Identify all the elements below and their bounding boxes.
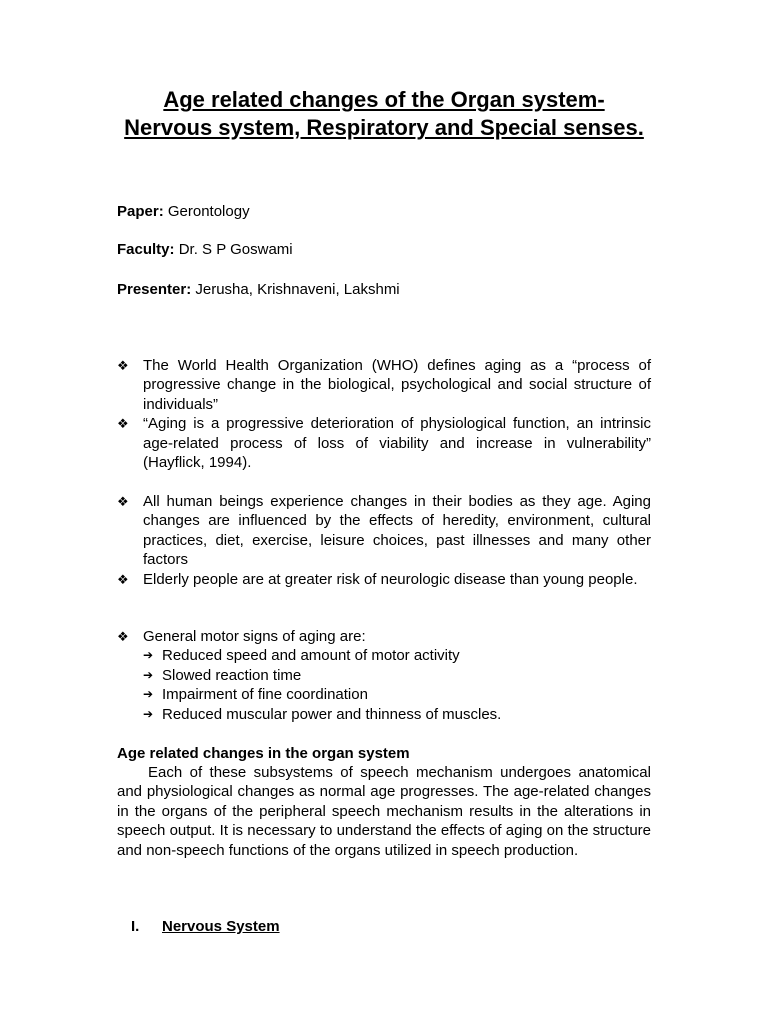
bullet-list-definitions bbox=[117, 356, 651, 472]
list-item bbox=[117, 492, 651, 570]
body-paragraph: Each of these subsystems of speech mechanism undergoes anatomical and physiological changes as normal age progresses. The age-related changes in the organs of the peripheral speech mechanism results in the alterations in speech output. It is necessary to understand the effects of aging on the structure and non-speech functions of the organs utilized in speech production. bbox=[117, 764, 651, 859]
bullet-text: All human beings experience changes in their bodies as they age. Aging changes are influenced by the effects of heredity, environment, cultural practices, diet, exercise, leisure choices, past illnesses and many other factors bbox=[143, 493, 651, 569]
meta-presenter bbox=[117, 280, 400, 299]
meta-paper bbox=[117, 202, 250, 221]
arrow-right-icon: ➔ bbox=[143, 648, 154, 663]
list-item bbox=[117, 570, 651, 589]
meta-paper-label: Paper: bbox=[117, 203, 164, 220]
bullet-list-changes bbox=[117, 492, 651, 589]
bullet-list-motor-signs bbox=[117, 627, 651, 724]
diamond-bullet-icon: ❖ bbox=[117, 629, 129, 644]
motor-signs-sublist bbox=[143, 646, 651, 724]
subsection-number: I. bbox=[131, 918, 140, 935]
list-item bbox=[143, 705, 651, 724]
diamond-bullet-icon: ❖ bbox=[117, 571, 129, 587]
sub-item-text: Impairment of fine coordination bbox=[162, 686, 368, 704]
diamond-bullet-icon: ❖ bbox=[117, 494, 129, 509]
bullet-text: General motor signs of aging are: bbox=[143, 628, 366, 645]
meta-faculty-label: Faculty: bbox=[117, 241, 175, 258]
subsection-title: Nervous System bbox=[162, 918, 280, 935]
meta-faculty bbox=[117, 240, 293, 259]
meta-paper-value: Gerontology bbox=[167, 203, 250, 220]
list-item bbox=[143, 685, 651, 704]
arrow-right-icon: ➔ bbox=[143, 687, 154, 702]
list-item bbox=[117, 356, 651, 414]
list-item bbox=[117, 414, 651, 472]
diamond-bullet-icon: ❖ bbox=[117, 416, 129, 432]
section-heading: Age related changes in the organ system bbox=[117, 745, 410, 762]
sub-item-text: Reduced speed and amount of motor activity bbox=[162, 647, 460, 665]
sub-item-text: Reduced muscular power and thinness of muscles. bbox=[162, 705, 502, 723]
meta-faculty-value: Dr. S P Goswami bbox=[178, 241, 293, 258]
arrow-right-icon: ➔ bbox=[143, 706, 154, 721]
list-item bbox=[117, 627, 651, 724]
list-item bbox=[143, 646, 651, 665]
sub-item-text: Slowed reaction time bbox=[162, 666, 302, 684]
meta-presenter-label: Presenter: bbox=[117, 281, 192, 298]
bullet-text: Elderly people are at greater risk of neurologic disease than young people. bbox=[143, 570, 638, 588]
diamond-bullet-icon: ❖ bbox=[117, 358, 129, 373]
document-title: Age related changes of the Organ system- Nervous system, Respiratory and Special senses. bbox=[124, 87, 644, 140]
subsection-heading bbox=[131, 917, 280, 936]
bullet-text: “Aging is a progressive deterioration of physiological function, an intrinsic age-related process of loss of viability and increase in vulnerability” (Hayflick, 1994). bbox=[143, 415, 651, 472]
arrow-right-icon: ➔ bbox=[143, 667, 154, 682]
list-item bbox=[143, 666, 651, 685]
bullet-text: The World Health Organization (WHO) defines aging as a “process of progressive change in the biological, psychological and social structure of individuals” bbox=[143, 357, 651, 413]
meta-presenter-value: Jerusha, Krishnaveni, Lakshmi bbox=[195, 281, 400, 298]
